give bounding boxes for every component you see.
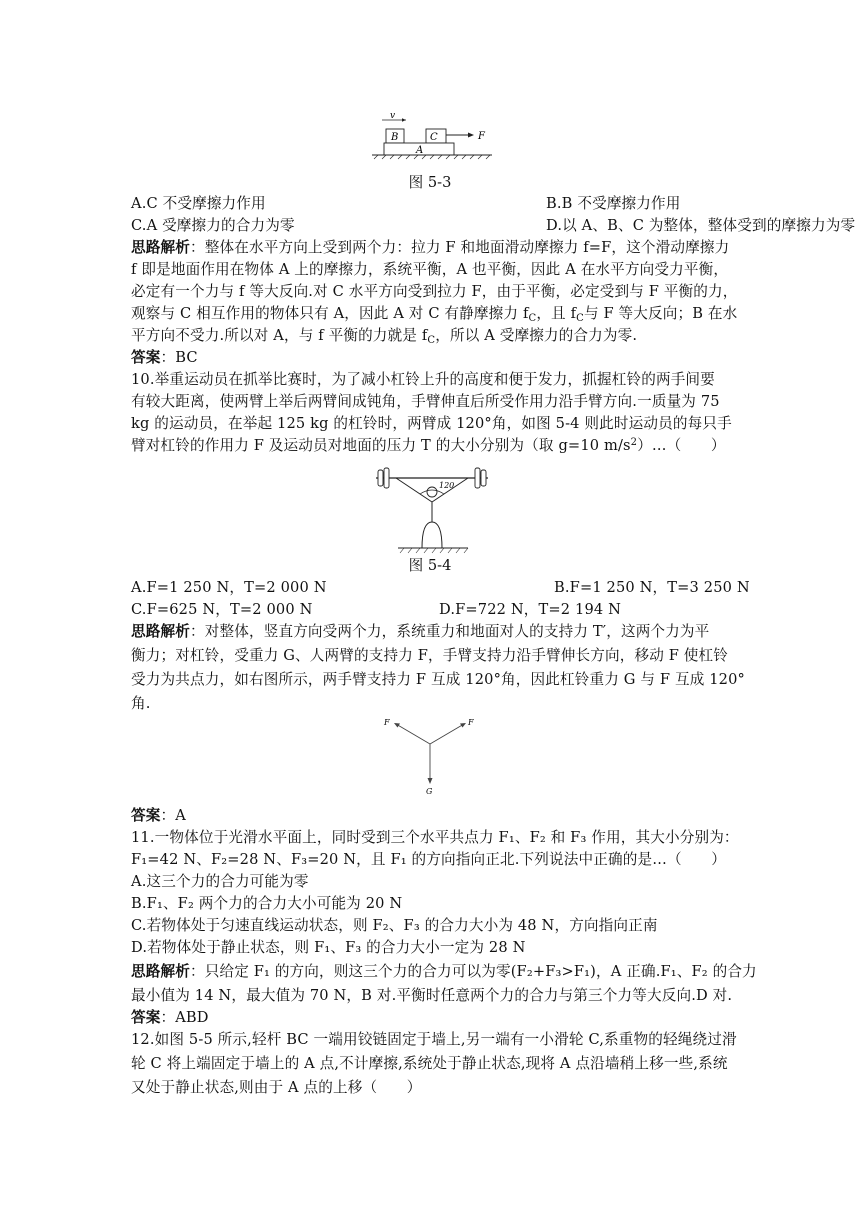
figure-5-4-caption: 图 5-4 [408, 557, 452, 574]
head [427, 487, 437, 497]
figure-5-4 [372, 464, 492, 556]
velocity-label: v [390, 111, 396, 121]
q11-option-b: B.F₁、F₂ 两个力的合力大小可能为 20 N [131, 895, 403, 912]
q11-option-d: D.若物体处于静止状态，则 F₁、F₃ 的合力大小一定为 28 N [131, 939, 526, 956]
force-diagram [378, 712, 482, 798]
q11-option-c: C.若物体处于匀速直线运动状态，则 F₂、F₃ 的合力大小为 48 N，方向指向正南 [131, 917, 658, 934]
q11-stem-line1: 11.一物体位于光滑水平面上，同时受到三个水平共点力 F₁、F₂ 和 F₃ 作用，其大小分别为： [131, 829, 739, 846]
q10-option-c: C.F=625 N，T=2 000 N [131, 601, 313, 618]
q10-option-b: B.F=1 250 N，T=3 250 N [554, 579, 750, 596]
q10-option-a: A.F=1 250 N，T=2 000 N [131, 579, 327, 596]
q10-analysis-line3: 受力为共点力，如右图所示，两手臂支持力 F 互成 120°角，因此杠铃重力 G 与 F 互成 120° [131, 671, 745, 688]
plate-right-outer [481, 470, 486, 486]
left-arm [396, 478, 432, 502]
q9-analysis-line4: 观察与 C 相互作用的物体只有 A，因此 A 对 C 有静摩擦力 $f_C$，且 $f_C$与 F 等大反向；B 在水 [131, 305, 738, 324]
q9-option-a: A.C 不受摩擦力作用 [131, 195, 266, 212]
q9-analysis-line2: f 即是地面作用在物体 A 上的摩擦力，系统平衡，A 也平衡，因此 A 在水平方向受力平衡， [131, 261, 729, 278]
q9-option-c: C.A 受摩擦力的合力为零 [131, 217, 295, 234]
q9-options-row2 [131, 216, 856, 236]
q11-stem-line2: F₁=42 N、F₂=28 N、F₃=20 N，且 F₁ 的方向指向正北.下列说法中正确的是…（ ） [131, 851, 726, 868]
q9-analysis-line1: 思路解析：整体在水平方向上受到两个力：拉力 F 和地面滑动摩擦力 f=F，这个滑动摩擦力 [131, 239, 730, 256]
svg-text:F: F [468, 718, 474, 727]
q11-analysis-line2: 最小值为 14 N，最大值为 70 N，B 对.平衡时任意两个力的合力与第三个力等大反向.D 对. [131, 987, 733, 1004]
svg-text:F: F [478, 131, 485, 142]
force-f-right [430, 724, 464, 744]
q9-analysis-label: 思路解析 [131, 239, 190, 256]
q11-analysis-line1: 思路解析：只给定 F₁ 的方向，则这三个力的合力可以为零(F₂+F₃>F₁)，A 正确.F₁、F₂ 的合力 [131, 963, 757, 980]
figure-5-3-caption: 图 5-3 [408, 174, 452, 191]
q9-option-d: D.以 A、B、C 为整体，整体受到的摩擦力为零 [546, 217, 856, 234]
q9-options-row1 [131, 194, 731, 214]
q12-stem-line3: 又处于静止状态,则由于 A 点的上移（ ） [131, 1079, 422, 1096]
figure-5-3 [368, 108, 498, 160]
q9-option-b: B.B 不受摩擦力作用 [546, 195, 681, 212]
q11-option-a: A.这三个力的合力可能为零 [131, 873, 309, 890]
q10-stem-line1: 10.举重运动员在抓举比赛时，为了减小杠铃上升的高度和便于发力，抓握杠铃的两手间要 [131, 371, 715, 388]
plate-left-outer [378, 470, 383, 486]
plate-left-inner [384, 468, 389, 488]
svg-text:A: A [416, 145, 424, 156]
q10-analysis-line1: 思路解析：对整体，竖直方向受两个力，系统重力和地面对人的支持力 T′，这两个力为平 [131, 623, 710, 640]
q10-analysis-line4: 角. [131, 695, 151, 712]
q10-option-d: D.F=722 N，T=2 194 N [439, 601, 622, 618]
svg-text:G: G [426, 787, 433, 796]
angle-label: 120 [439, 481, 455, 490]
q12-stem-line2: 轮 C 将上端固定于墙上的 A 点,不计摩擦,系统处于静止状态,现将 A 点沿墙稍上移一些,系统 [131, 1055, 728, 1072]
svg-text:C: C [430, 132, 438, 143]
q11-answer: 答案：ABD [131, 1009, 209, 1026]
q10-stem-line2: 有较大距离，使两臂上举后两臂间成钝角，手臂伸直后所受作用力沿手臂方向.一质量为 75 [131, 393, 720, 410]
q9-answer: 答案：BC [131, 349, 198, 366]
q12-stem-line1: 12.如图 5-5 所示,轻杆 BC 一端用铰链固定于墙上,另一端有一小滑轮 C,系重物的轻绳绕过滑 [131, 1031, 737, 1048]
q10-answer: 答案：A [131, 807, 186, 824]
plate-right-inner [475, 468, 480, 488]
force-f-left [396, 724, 430, 744]
q9-analysis-line3: 必定有一个力与 f 等大反向.对 C 水平方向受到拉力 F，由于平衡，必定受到与 F 平衡的力， [131, 283, 738, 300]
q9-analysis-line5: 平方向不受力.所以对 A，与 f 平衡的力就是 $f_C$，所以 A 受摩擦力的合力为零. [131, 327, 638, 346]
q10-analysis-line2: 衡力；对杠铃，受重力 G、人两臂的支持力 F，手臂支持力沿手臂伸长方向，移动 F 使杠铃 [131, 647, 729, 664]
q10-stem-line3: kg 的运动员，在举起 125 kg 的杠铃时，两臂成 120°角，如图 5-4 则此时运动员的每只手 [131, 415, 732, 432]
svg-text:B: B [391, 132, 399, 143]
q10-stem-line4: 臂对杠铃的作用力 F 及运动员对地面的压力 T 的大小分别为（取 g=10 $m/s^2)\dots$（ ） [131, 437, 726, 454]
q10-options-row2 [131, 600, 731, 620]
q10-options-row1 [131, 578, 750, 598]
svg-text:F: F [384, 718, 390, 727]
legs [422, 522, 442, 548]
